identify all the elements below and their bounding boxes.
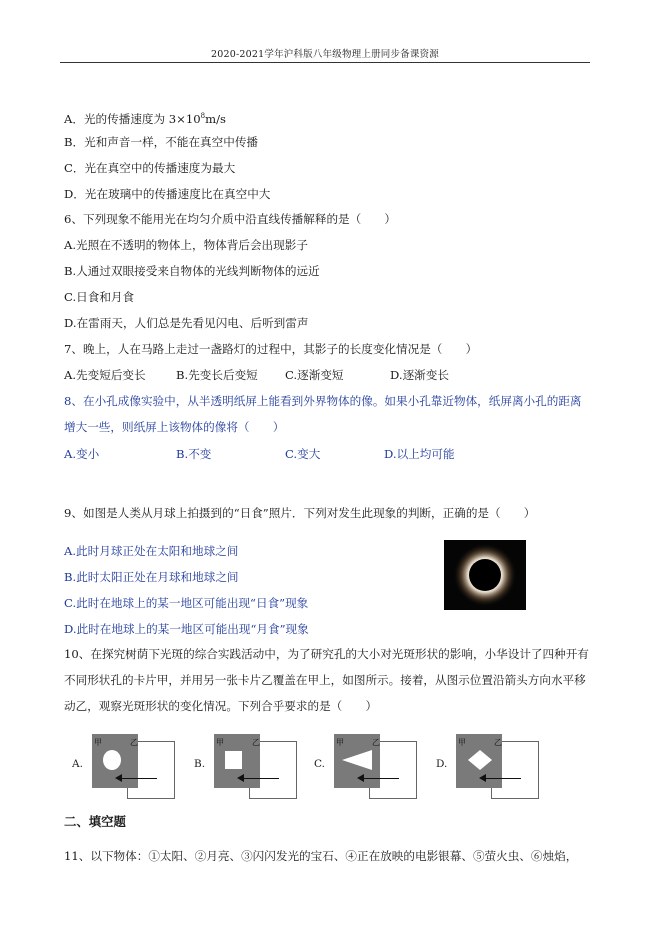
q10-figure-b (194, 734, 304, 800)
q11-stem: 11、以下物体：①太阳、②月亮、③闪闪发光的宝石、④正在放映的电影银幕、⑤萤火虫、⑥烛焰， (64, 849, 578, 863)
section-title-fill-in: 二、填空题 (64, 814, 126, 829)
arrow-left-icon (363, 778, 399, 779)
q6-stem: 6、下列现象不能用光在均匀介质中沿直线传播解释的是（ ） (64, 212, 397, 226)
q8-option-a: A.变小 (64, 447, 100, 461)
card-jia (334, 734, 380, 788)
arrow-left-icon (243, 778, 279, 779)
page-header: 2020-2021学年沪科版八年级物理上册同步备课资源 (211, 49, 439, 60)
q9-option-a: A.此时月球正处在太阳和地球之间 (64, 544, 239, 558)
card-jia (456, 734, 502, 788)
q8-option-d: D.以上均可能 (384, 447, 455, 461)
q5-option-c: C．光在真空中的传播速度为最大 (64, 161, 236, 175)
header-rule (60, 62, 590, 63)
q8-stem-line1: 8、在小孔成像实验中，从半透明纸屏上能看到外界物体的像。如果小孔靠近物体，纸屏离小孔的距离 (64, 394, 582, 408)
q9-stem: 9、如图是人类从月球上拍摄到的“日食”照片．下列对发生此现象的判断，正确的是（ ） (64, 506, 536, 520)
arrow-left-icon (121, 778, 157, 779)
q10-stem-line3: 动乙，观察光斑形状的变化情况。下列合乎要求的是（ ） (64, 699, 378, 713)
q7-option-b: B.先变长后变短 (176, 368, 258, 382)
q8-stem-line2: 增大一些，则纸屏上该物体的像将（ ） (64, 420, 285, 434)
card-jia (92, 734, 138, 788)
q6-option-c: C.日食和月食 (64, 290, 135, 304)
q9-option-b: B.此时太阳正处在月球和地球之间 (64, 570, 239, 584)
figure-label: B. (194, 758, 206, 770)
q7-option-a: A.先变短后变长 (64, 368, 146, 382)
card-jia-label: 甲 (94, 738, 102, 747)
q9-option-c: C.此时在地球上的某一地区可能出现“日食”现象 (64, 596, 309, 610)
card-jia-label: 甲 (216, 738, 224, 747)
q5-option-b: B．光和声音一样，不能在真空中传播 (64, 135, 259, 149)
card-yi-label: 乙 (372, 738, 380, 747)
q5-option-a: A．光的传播速度为 $3\times 10^8m/s$ (64, 111, 226, 126)
arrow-head-icon (479, 774, 486, 782)
figure-label: D. (436, 758, 448, 770)
arrow-head-icon (357, 774, 364, 782)
q6-option-b: B.人通过双眼接受来自物体的光线判断物体的远近 (64, 264, 320, 278)
card-jia (214, 734, 260, 788)
solar-eclipse-photo (444, 540, 526, 610)
q8-option-c: C.变大 (285, 447, 321, 461)
q10-stem-line1: 10、在探究树荫下光斑的综合实践活动中，为了研究孔的大小对光斑形状的影响，小华设计了四种开有 (64, 647, 589, 661)
q7-option-c: C.逐渐变短 (285, 368, 344, 382)
card-jia-label: 甲 (336, 738, 344, 747)
q7-option-d: D.逐渐变长 (390, 368, 449, 382)
q10-figure-a (72, 734, 182, 800)
card-yi-label: 乙 (130, 738, 138, 747)
q6-option-a: A.光照在不透明的物体上，物体背后会出现影子 (64, 238, 308, 252)
figure-label: A. (72, 758, 83, 770)
card-yi-label: 乙 (252, 738, 260, 747)
q10-figure-c (314, 734, 424, 800)
arrow-head-icon (115, 774, 122, 782)
q10-figure-d (436, 734, 546, 800)
q8-option-b: B.不变 (176, 447, 212, 461)
arrow-head-icon (237, 774, 244, 782)
q10-stem-line2: 不同形状孔的卡片甲，并用另一张卡片乙覆盖在甲上，如图所示。接着，从图示位置沿箭头方向水平移 (64, 673, 586, 687)
arrow-left-icon (485, 778, 521, 779)
q7-stem: 7、晚上，人在马路上走过一盏路灯的过程中，其影子的长度变化情况是（ ） (64, 342, 478, 356)
q5-option-d: D．光在玻璃中的传播速度比在真空中大 (64, 187, 271, 201)
card-yi-label: 乙 (494, 738, 502, 747)
figure-label: C. (314, 758, 325, 770)
card-jia-label: 甲 (458, 738, 466, 747)
q6-option-d: D.在雷雨天，人们总是先看见闪电、后听到雷声 (64, 316, 309, 330)
q9-option-d: D.此时在地球上的某一地区可能出现“月食”现象 (64, 622, 309, 636)
